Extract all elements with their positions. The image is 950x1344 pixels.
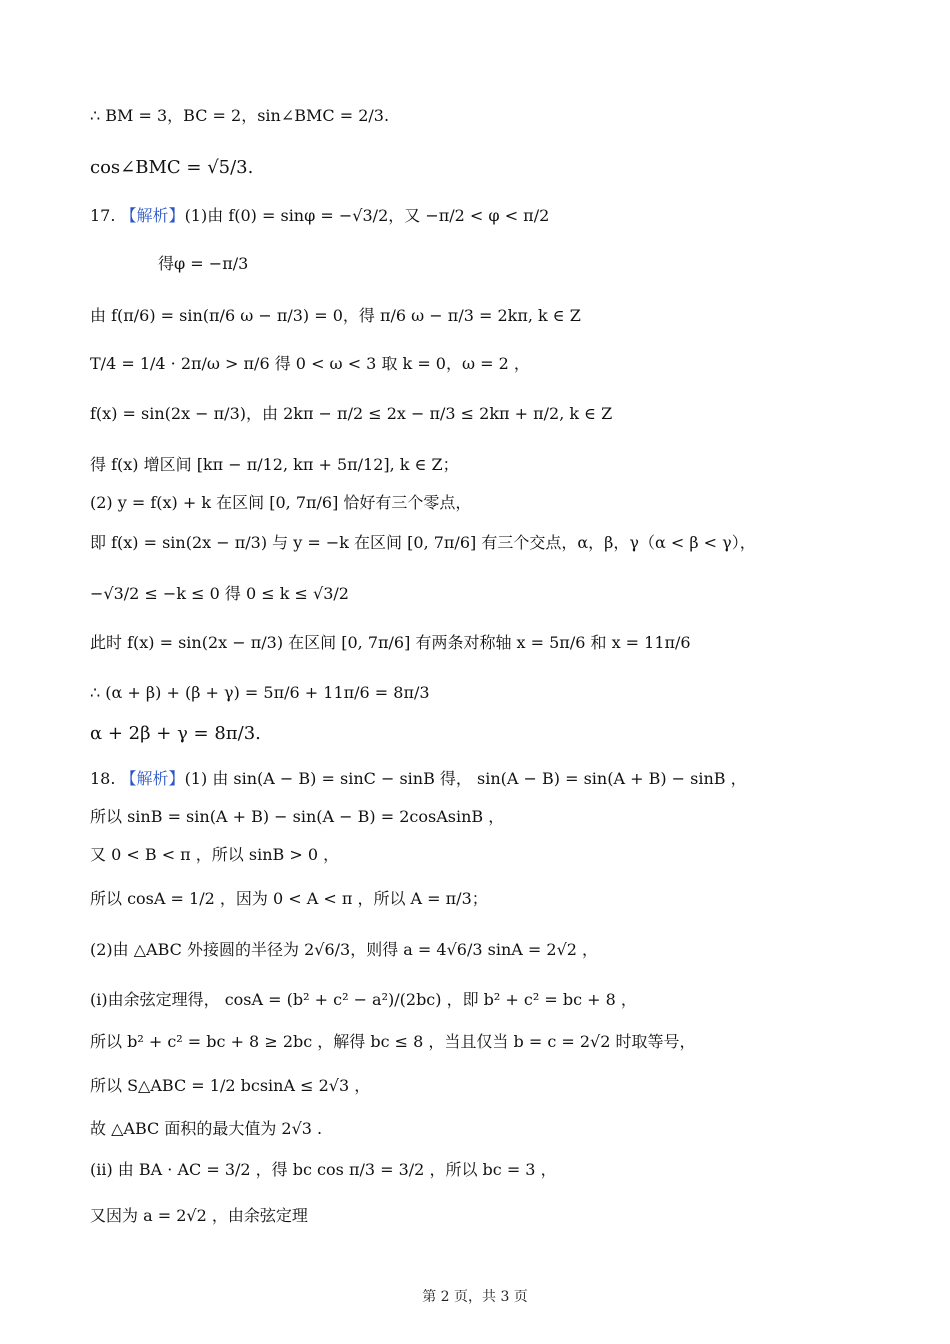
problem-18-header [90,769,747,789]
text-line: ∴ BM = 3，BC = 2，sin∠BMC = 2/3. [90,106,390,125]
text-line: T/4 = 1/4 · 2π/ω > π/6 得 0 < ω < 3 取 k = 0，ω = 2 ， [90,354,530,373]
text-line: −√3/2 ≤ −k ≤ 0 得 0 ≤ k ≤ √3/2 [90,584,349,603]
problem-number: 17. [90,206,116,225]
analysis-tag: 【解析】 [120,769,185,788]
problem-17-header [90,206,549,226]
text-line: (2) y = f(x) + k 在区间 [0, 7π/6] 恰好有三个零点， [90,493,472,512]
text-line: 又因为 a = 2√2 ，由余弦定理 [90,1206,308,1225]
text-line: 所以 sinB = sin(A + B) − sin(A − B) = 2cosAsinB ， [90,807,505,826]
text-line: cos∠BMC = √5/3. [90,157,254,178]
analysis-tag: 【解析】 [120,206,185,225]
text-line: α + 2β + γ = 8π/3. [90,723,261,744]
text-line: ∴ (α + β) + (β + γ) = 5π/6 + 11π/6 = 8π/3 [90,683,430,702]
text-line: (1)由 f(0) = sinφ = −√3/2，又 −π/2 < φ < π/2 [184,206,550,225]
text-line: 所以 cosA = 1/2 ，因为 0 < A < π ，所以 A = π/3； [90,889,488,908]
text-line: (ii) 由 BA · AC = 3/2 ，得 bc cos π/3 = 3/2 ，所以 bc = 3 ， [90,1160,557,1179]
text-line: (2)由 △ABC 外接圆的半径为 2√6/3，则得 a = 4√6/3 sinA = 2√2 ， [90,940,599,959]
text-line: 又 0 < B < π ，所以 sinB > 0 ， [90,845,340,864]
text-line: (1) 由 sin(A − B) = sinC − sinB 得， sin(A − B) = sin(A + B) − sinB ， [184,769,747,788]
text-line: 所以 S△ABC = 1/2 bcsinA ≤ 2√3 ， [90,1076,371,1095]
text-line: 即 f(x) = sin(2x − π/3) 与 y = −k 在区间 [0, 7π/6] 有三个交点，α，β，γ（α < β < γ）， [90,533,756,552]
text-line: 得 f(x) 增区间 [kπ − π/12, kπ + 5π/12], k ∈ Z； [90,455,459,474]
page-footer: 第 2 页，共 3 页 [422,1289,528,1305]
problem-number: 18. [90,769,116,788]
text-line: 此时 f(x) = sin(2x − π/3) 在区间 [0, 7π/6] 有两条对称轴 x = 5π/6 和 x = 11π/6 [90,633,691,652]
text-line: (i)由余弦定理得， cosA = (b² + c² − a²)/(2bc) ，即 b² + c² = bc + 8 ， [90,990,637,1009]
text-line: 故 △ABC 面积的最大值为 2√3 . [90,1119,323,1138]
text-line: 由 f(π/6) = sin(π/6 ω − π/3) = 0，得 π/6 ω − π/3 = 2kπ, k ∈ Z [90,306,581,325]
text-line: 所以 b² + c² = bc + 8 ≥ 2bc ，解得 bc ≤ 8 ，当且仅当 b = c = 2√2 时取等号， [90,1032,696,1051]
text-line: f(x) = sin(2x − π/3)，由 2kπ − π/2 ≤ 2x − π/3 ≤ 2kπ + π/2, k ∈ Z [90,404,613,423]
text-line: 得φ = −π/3 [158,254,249,273]
